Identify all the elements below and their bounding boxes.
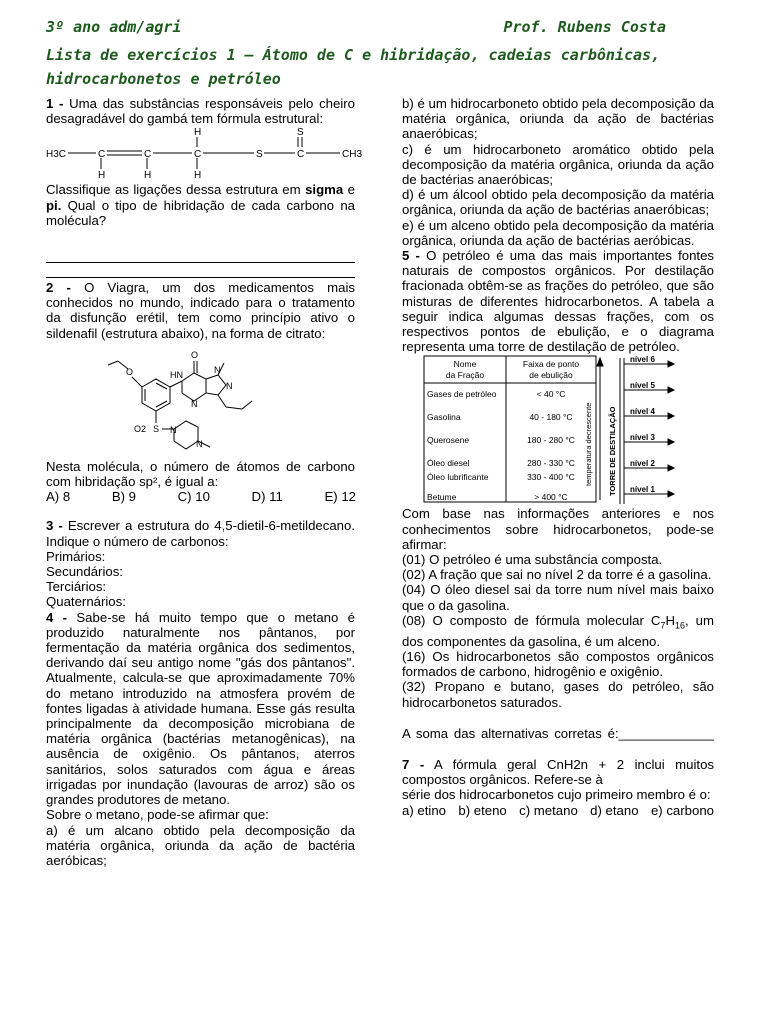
- level-3-label: nível 3: [630, 433, 655, 443]
- answer-line-1[interactable]: [46, 248, 355, 263]
- title-line-1: Lista de exercícios 1 – Átomo de C e hibridação, cadeias carbônicas,: [46, 46, 661, 64]
- question-5: 5 - O petróleo é uma das mais importantes fontes naturais de compostos orgânicos. Por destilação fracionada obtêm-se as frações do petróleo, que são misturas de diferentes hidrocarbonetos. A tabela a seguir indica algumas dessas frações, com os respectivos pontos de ebulição, e o diagrama representa uma torre de destilação de petróleo.: [402, 248, 715, 355]
- fraction-name-1: Gases de petróleo: [427, 389, 497, 400]
- piperazine-n1: N: [170, 424, 177, 435]
- fraction-name-5: Óleo lubrificante: [427, 472, 489, 483]
- carbonyl-o-label: O: [191, 349, 199, 360]
- level-1-label: nível 1: [630, 485, 655, 495]
- q4-option-d[interactable]: d) é um álcool obtido pela decomposição da matéria orgânica, oriunda da ação de bactérias anaeróbicas;: [402, 187, 714, 218]
- statement-02[interactable]: (02) A fração que sai no nível 2 da torre é a gasolina.: [402, 567, 712, 583]
- fraction-range-6: > 400 °C: [534, 492, 568, 503]
- q4-option-c[interactable]: c) é um hidrocarboneto aromático obtido pela decomposição da matéria orgânica, oriunda da ação de bactérias anaeróbicas;: [402, 141, 714, 188]
- c2-label: C: [144, 149, 152, 161]
- question-4: 4 - Sabe-se há muito tempo que o metano é produzido naturalmente nos pântanos, por fermentação da matéria orgânica dos sedimentos, derivando daí seu antigo nome "gás dos pântanos". Atualmente, calcula-se que aproximadamente 70% do metano introduzido na atmosfera provém de fontes ligadas à atividade humana. Esse gás resulta principalmente da decomposição microbiana de matéria orgânica (bactérias metanogênicas), na ausência de oxigênio. Os pântanos, aterros sanitários, solos saturados com água e áreas irrigadas por inundação (lavouras de arroz) são os grandes produtores de metano.: [46, 609, 355, 808]
- list-title: [46, 43, 666, 91]
- class-label: 3º ano adm/agri: [46, 18, 182, 36]
- skunk-thiol-formula: [46, 126, 366, 182]
- question-1-ask: Classifique as ligações dessa estrutura em sigma e pi. Qual o tipo de hibridação de cada carbono na molécula?: [46, 182, 355, 228]
- question-7: 7 - A fórmula geral CnH2n + 2 inclui muitos compostos orgânicos. Refere-se à: [402, 756, 715, 788]
- table-head-range-1: Faixa de ponto: [522, 359, 580, 370]
- page-header: [46, 18, 666, 91]
- question-2-ask: Nesta molécula, o número de átomos de carbono com hibridação sp², é igual a:: [46, 458, 355, 490]
- statement-08[interactable]: (08) O composto de fórmula molecular $C_7H_{16}$, um dos componentes da gasolina, é um alceno.: [402, 612, 715, 649]
- s2-label: S: [297, 127, 304, 139]
- q2-option-e[interactable]: E) 12: [324, 489, 356, 505]
- q7-option-e[interactable]: e) carbono: [650, 802, 714, 818]
- c1-label: C: [98, 149, 106, 161]
- statement-04[interactable]: (04) O óleo diesel sai da torre num nível mais baixo que o da gasolina.: [402, 582, 714, 613]
- so2-o-label: O2: [134, 423, 147, 434]
- c3-label: C: [194, 149, 202, 161]
- question-2-options: [46, 489, 356, 504]
- level-6-label: nível 6: [630, 355, 655, 365]
- q2-option-d[interactable]: D) 11: [251, 489, 283, 505]
- h-c3-top: H: [194, 127, 202, 139]
- fraction-range-1: < 40 °C: [536, 389, 566, 400]
- fraction-range-4: 280 - 330 °C: [527, 458, 575, 469]
- question-2: 2 - O Viagra, um dos medicamentos mais conhecidos no mundo, indicado para o tratamento da disfunção erétil, tem como princípio ativo o sildenafil (estrutura abaixo), na forma de citrato:: [46, 280, 356, 341]
- so2-s-label: S: [153, 423, 160, 434]
- teacher-name: Prof. Rubens Costa: [503, 18, 666, 36]
- q2-option-c[interactable]: C) 10: [177, 489, 210, 505]
- q3-tertiary: Terciários:: [46, 579, 107, 595]
- n-label-1: N: [191, 398, 198, 409]
- q7-option-a[interactable]: a) etino: [402, 802, 446, 818]
- level-4-label: nível 4: [630, 407, 655, 417]
- q3-quaternary: Quaternários:: [46, 594, 126, 610]
- left-column: [46, 96, 363, 868]
- fraction-range-3: 180 - 280 °C: [527, 435, 575, 446]
- hn-label: HN: [170, 369, 183, 380]
- q3-secondary: Secundários:: [46, 564, 123, 580]
- c4-label: C: [297, 149, 305, 161]
- statement-01[interactable]: (01) O petróleo é uma substância composta.: [402, 552, 663, 568]
- q7-option-c[interactable]: c) metano: [519, 802, 578, 818]
- h3c-label: H3C: [46, 149, 67, 161]
- fraction-range-5: 330 - 400 °C: [527, 472, 575, 483]
- q4-option-b[interactable]: b) é um hidrocarboneto obtido pela decomposição da matéria orgânica, oriunda da ação de bactérias anaeróbicas;: [402, 96, 714, 142]
- fraction-name-3: Querosene: [427, 435, 470, 446]
- sildenafil-structure: [46, 341, 355, 459]
- h-c3-bot: H: [194, 170, 202, 182]
- fraction-name-4: Óleo diesel: [427, 458, 470, 469]
- level-2-label: nível 2: [630, 459, 655, 469]
- n-label-3: N: [226, 380, 233, 391]
- q7-option-b[interactable]: b) eteno: [458, 802, 507, 818]
- q4-option-a[interactable]: a) é um alcano obtido pela decomposição da matéria orgânica, oriunda da ação de bactéria aeróbicas;: [46, 822, 355, 868]
- q3-primary: Primários:: [46, 548, 106, 564]
- question-5-ask: Com base nas informações anteriores e nos conhecimentos sobre hidrocarbonetos, pode-se afirmar:: [402, 506, 714, 552]
- distillation-figure: [402, 354, 714, 506]
- level-5-label: nível 5: [630, 381, 655, 391]
- question-1: 1 - Uma das substâncias responsáveis pelo cheiro desagradável do gambá tem fórmula estrutural:: [46, 96, 355, 127]
- q2-option-b[interactable]: B) 9: [111, 489, 137, 505]
- table-head-name-1: Nome: [453, 359, 477, 370]
- ethoxy-o-label: O: [126, 366, 134, 377]
- q7-option-d[interactable]: d) etano: [590, 802, 639, 818]
- fraction-name-6: Betume: [427, 492, 457, 503]
- h-c1: H: [98, 170, 106, 182]
- title-line-2: hidrocarbonetos e petróleo: [46, 70, 281, 88]
- answer-line-2[interactable]: [46, 265, 355, 278]
- fraction-range-2: 40 - 180 °C: [529, 412, 573, 423]
- q4-option-e[interactable]: e) é um alceno obtido pela decomposição da matéria orgânica, oriunda da ação de bactérias aeróbicas.: [402, 217, 714, 248]
- question-4-ask: Sobre o metano, pode-se afirmar que:: [46, 807, 269, 823]
- question-7-options: [402, 803, 714, 818]
- table-head-range-2: de ebulição: [529, 370, 573, 381]
- n-label-2: N: [214, 364, 221, 375]
- temperature-label: temperatura decrescente: [584, 403, 593, 487]
- tower-label: TORRE DE DESTILAÇÃO: [608, 407, 617, 497]
- s1-label: S: [256, 149, 263, 161]
- question-3: 3 - Escrever a estrutura do 4,5-dietil-6-metildecano. Indique o número de carbonos:: [46, 518, 356, 549]
- fraction-name-2: Gasolina: [427, 412, 461, 423]
- piperazine-n2: N: [196, 438, 203, 449]
- q2-option-a[interactable]: A) 8: [46, 489, 71, 505]
- h-c2: H: [144, 170, 152, 182]
- statement-16[interactable]: (16) Os hidrocarbonetos são compostos orgânicos formados de carbono, hidrogênio e oxigênio.: [402, 648, 714, 680]
- sum-answer[interactable]: A soma das alternativas corretas é:_____________: [402, 725, 714, 741]
- ch3-label: CH3: [342, 149, 363, 161]
- table-head-name-2: da Fração: [445, 370, 485, 381]
- right-column: [402, 96, 714, 818]
- question-7-cont: série dos hidrocarbonetos cujo primeiro membro é o:: [402, 787, 711, 803]
- statement-32[interactable]: (32) Propano e butano, gases do petróleo, são hidrocarbonetos saturados.: [402, 679, 714, 710]
